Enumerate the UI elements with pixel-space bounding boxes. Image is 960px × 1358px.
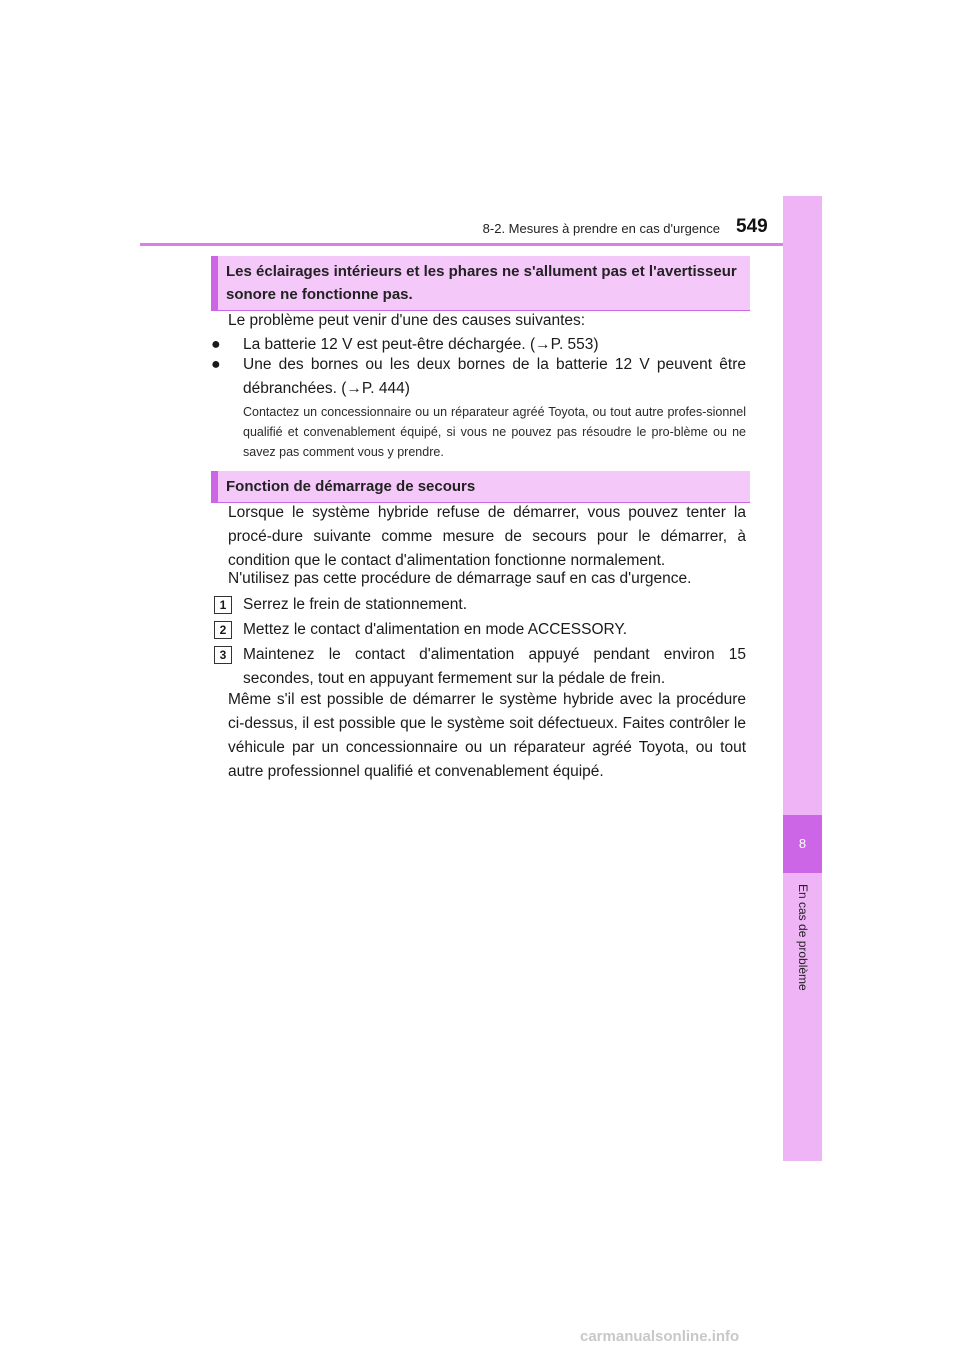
bullet-icon: ●	[211, 356, 221, 373]
step-number-badge: 2	[214, 621, 232, 639]
section-heading-emergency-start: Fonction de démarrage de secours	[211, 471, 750, 503]
step-text: Serrez le frein de stationnement.	[243, 596, 468, 613]
section2-intro: Lorsque le système hybride refuse de démarrer, vous pouvez tenter la procé-dure suivante comme mesure de secours pour le démarrer, à condition que le contact d'alimentation fonctionne normalement.	[228, 504, 746, 569]
header-divider	[140, 243, 822, 246]
step-text: Maintenez le contact d'alimentation appuyé pendant environ 15 secondes, tout en appuyant fermement sur la pédale de frein.	[243, 646, 746, 687]
bullet-text: La batterie 12 V est peut-être déchargée. (→P. 553)	[243, 336, 599, 353]
step-item	[214, 643, 746, 691]
dealer-note: Contactez un concessionnaire ou un réparateur agréé Toyota, ou tout autre profes-sionnel qualifié et convenablement équipé, si vous ne pouvez pas résoudre le pro-blème ou ne savez pas comment vous y prendre.	[243, 405, 746, 459]
section2-warning: N'utilisez pas cette procédure de démarrage sauf en cas d'urgence.	[228, 570, 692, 587]
chapter-side-tab	[783, 196, 822, 1161]
step-item	[214, 593, 746, 617]
step-number-badge: 3	[214, 646, 232, 664]
watermark: carmanualsonline.info	[580, 1328, 740, 1345]
running-header: 8-2. Mesures à prendre en cas d'urgence	[482, 221, 720, 236]
section1-intro: Le problème peut venir d'une des causes suivantes:	[228, 312, 586, 329]
section2-conclusion: Même s'il est possible de démarrer le système hybride avec la procédure ci-dessus, il est possible que le système soit défectueux. Faites contrôler le véhicule par un concessionnaire ou un réparateur agréé Toyota, ou tout autre professionnel qualifié et convenablement équipé.	[228, 691, 746, 780]
bullet-text: Une des bornes ou les deux bornes de la batterie 12 V peuvent être débranchées. (→P. 444)	[243, 356, 746, 397]
step-number-badge: 1	[214, 596, 232, 614]
step-item	[214, 618, 746, 642]
step-text: Mettez le contact d'alimentation en mode ACCESSORY.	[243, 621, 628, 638]
chapter-title-vertical: En cas de problème	[796, 884, 810, 991]
bullet-icon: ●	[211, 336, 221, 353]
chapter-number-badge: 8	[783, 815, 822, 873]
section-heading-lights-horn: Les éclairages intérieurs et les phares ne s'allument pas et l'avertisseur sonore ne fonctionne pas.	[211, 256, 750, 311]
page-number: 549	[736, 216, 768, 237]
list-item	[211, 353, 746, 401]
